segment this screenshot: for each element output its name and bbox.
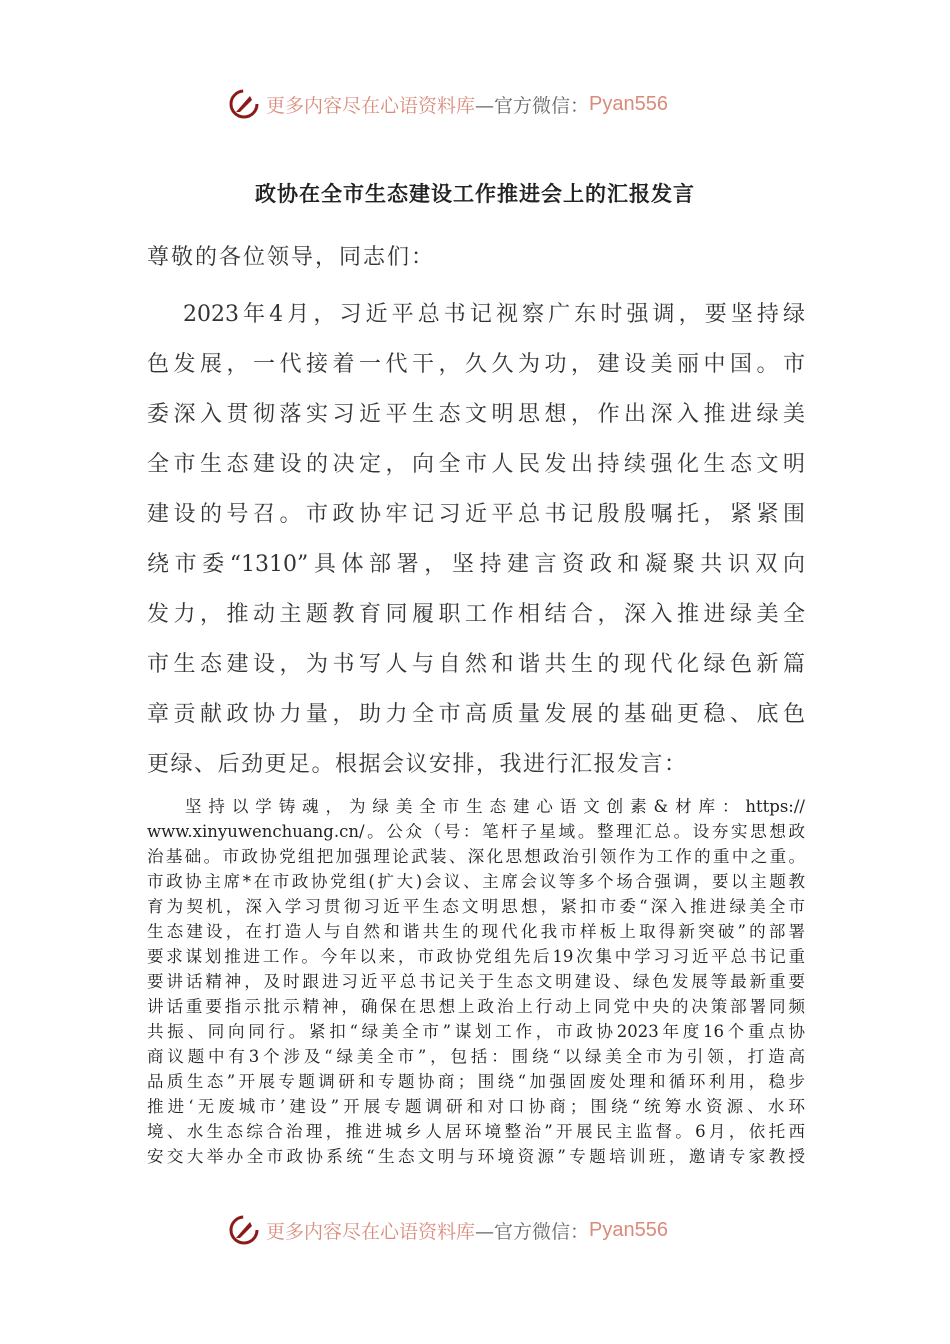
text-line: 商议题中有3个涉及“绿美全市”，包括：围绕“以绿美全市为引领，打造高 <box>147 1047 805 1066</box>
text-line: 安交大举办全市政协系统“生态文明与环境资源”专题培训班，邀请专家教授 <box>147 1147 805 1166</box>
text-line: 坚持以学铸魂，为绿美全市生态建心语文创素&材库：https:// <box>185 797 805 816</box>
text-line: 章贡献政协力量，助力全市高质量发展的基础更稳、底色 <box>147 702 805 727</box>
text-line: 育为契机，深入学习贯彻习近平生态文明思想，紧扣市委“深入推进绿美全市 <box>147 897 805 916</box>
banner-wechat-id: Pyan556 <box>589 1218 668 1241</box>
text-line: 要求谋划推进工作。今年以来，市政协党组先后19次集中学习习近平总书记重 <box>147 947 805 966</box>
banner-text: 更多内容尽在心语资料库 <box>266 1220 476 1243</box>
banner-text: 更多内容尽在心语资料库 <box>266 94 476 117</box>
text-line: 要讲话精神，及时跟进习近平总书记关于生态文明建设、绿色发展等最新重要 <box>147 972 805 991</box>
document-title: 政协在全市生态建设工作推进会上的汇报发言 <box>255 181 695 206</box>
paragraph-2 <box>147 794 805 1169</box>
text-line: 绕市委“1310”具体部署，坚持建言资政和凝聚共识双向 <box>147 552 805 577</box>
header-watermark-banner <box>228 84 728 124</box>
footer-watermark-banner <box>228 1210 728 1250</box>
banner-dash-text: —官方微信： <box>475 94 590 117</box>
paragraph-1 <box>147 290 805 790</box>
text-line: 品质生态”开展专题调研和专题协商；围绕“加强固废处理和循环利用，稳步 <box>147 1072 805 1091</box>
text-line: 发力，推动主题教育同履职工作相结合，深入推进绿美全 <box>147 602 805 627</box>
text-line: 全市生态建设的决定，向全市人民发出持续强化生态文明 <box>147 452 805 477</box>
text-line: 市生态建设，为书写人与自然和谐共生的现代化绿色新篇 <box>147 652 805 677</box>
text-line: 色发展，一代接着一代干，久久为功，建设美丽中国。市 <box>147 352 805 377</box>
text-line: 市政协主席*在市政协党组(扩大)会议、主席会议等多个场合强调，要以主题教 <box>147 872 805 891</box>
greeting: 尊敬的各位领导，同志们： <box>147 245 436 270</box>
text-line: 委深入贯彻落实习近平生态文明思想，作出深入推进绿美 <box>147 402 805 427</box>
quill-logo-icon <box>228 88 260 120</box>
text-line: 境、水生态综合治理，推进城乡人居环境整治”开展民主监督。6月，依托西 <box>147 1122 805 1141</box>
banner-wechat-id: Pyan556 <box>589 92 668 115</box>
quill-logo-icon <box>228 1214 260 1246</box>
text-line: 共振、同向同行。紧扣“绿美全市”谋划工作，市政协2023年度16个重点协 <box>147 1022 805 1041</box>
text-line: 更绿、后劲更足。根据会议安排，我进行汇报发言： <box>147 752 688 777</box>
banner-dash-text: —官方微信： <box>475 1220 590 1243</box>
text-line: 建设的号召。市政协牢记习近平总书记殷殷嘱托，紧紧围 <box>147 502 805 527</box>
text-line: 讲话重要指示批示精神，确保在思想上政治上行动上同党中央的决策部署同频 <box>147 997 805 1016</box>
text-line: www.xinyuwenchuang.cn/。公众（号：笔杆子星域。整理汇总。设夯实思想政 <box>147 822 805 841</box>
text-line: 治基础。市政协党组把加强理论武装、深化思想政治引领作为工作的重中之重。 <box>147 847 805 866</box>
text-line: 推进‘无废城市’建设”开展专题调研和对口协商；围绕“统筹水资源、水环 <box>147 1097 805 1116</box>
text-line: 生态建设，在打造人与自然和谐共生的现代化我市样板上取得新突破”的部署 <box>147 922 805 941</box>
text-line: 2023年4月，习近平总书记视察广东时强调，要坚持绿 <box>183 302 805 327</box>
